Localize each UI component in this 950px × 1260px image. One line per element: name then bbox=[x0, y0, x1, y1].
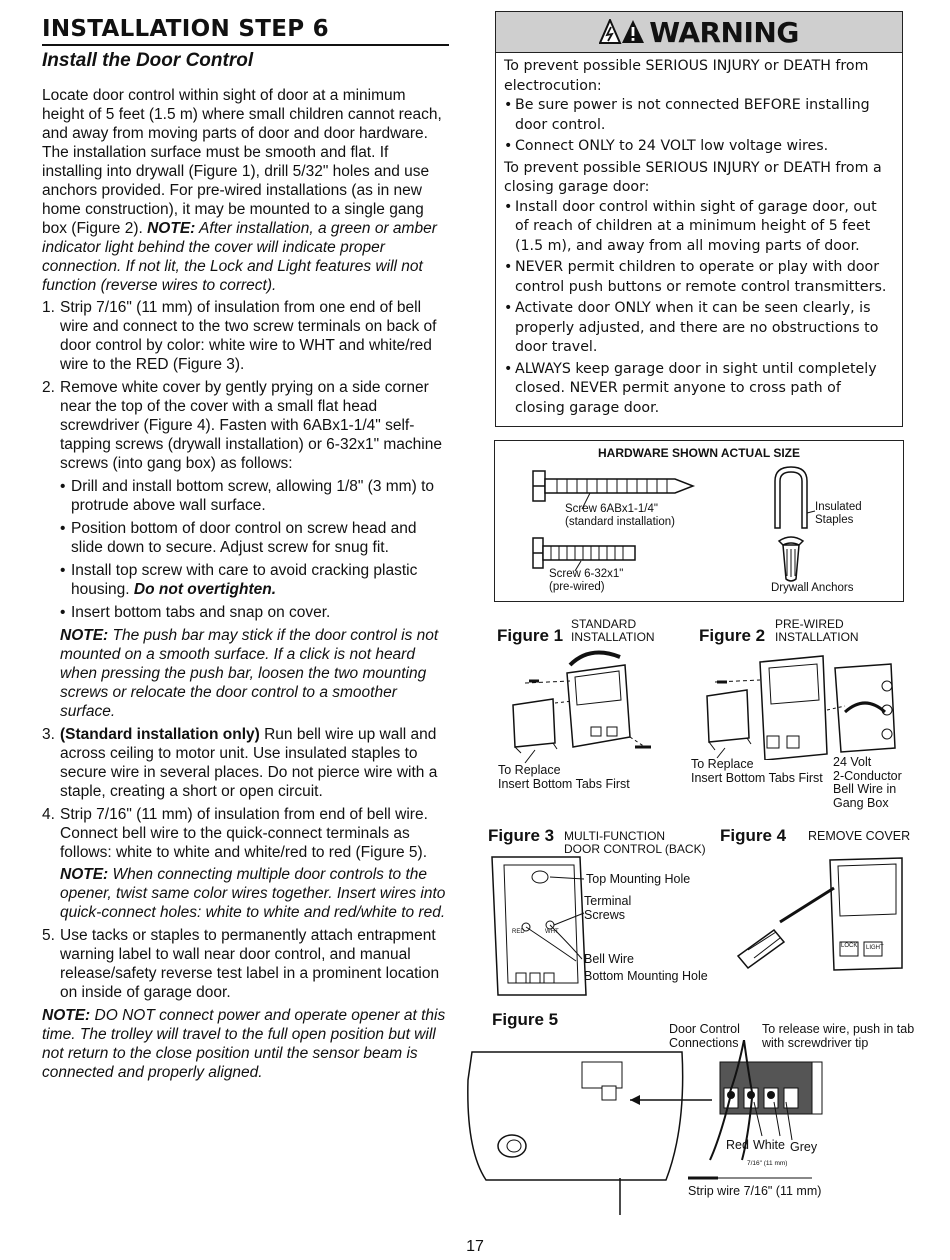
page-number: 17 bbox=[466, 1238, 484, 1255]
caption-line: DOOR CONTROL (BACK) bbox=[564, 842, 706, 856]
figure-1-label: Figure 1 bbox=[497, 626, 564, 645]
callout-line: Insert Bottom Tabs First bbox=[498, 776, 630, 791]
step-4 bbox=[42, 805, 452, 922]
list-item: • Position bottom of door control on screw head and slide down to secure. Adjust screw for snug fit. bbox=[60, 519, 452, 557]
bullet-emphasis: Do not overtighten. bbox=[133, 581, 276, 598]
step-4-note bbox=[60, 865, 452, 922]
top-mounting-hole-label: Top Mounting Hole bbox=[586, 872, 691, 886]
callout-line: 2-Conductor bbox=[833, 768, 902, 783]
note-label: NOTE: bbox=[60, 866, 109, 883]
instructions-column bbox=[42, 8, 452, 1082]
caption-line: INSTALLATION bbox=[571, 630, 655, 644]
step-emphasis: (Standard installation only) bbox=[60, 726, 260, 743]
note-label: NOTE: bbox=[42, 1007, 91, 1024]
release-wire-label bbox=[762, 1023, 914, 1050]
figure-4-illustration bbox=[730, 852, 910, 977]
list-item: • Be sure power is not connected BEFORE installing door control. bbox=[504, 96, 894, 135]
figure-1-illustration bbox=[495, 645, 695, 765]
note-text: The push bar may stick if the door control is not mounted on a smooth surface. If a click is not heard when pressing the push bar, loosen the two mounting screws or relocate the door control to a smoother surface. bbox=[60, 627, 439, 720]
staple-icon bbox=[775, 467, 807, 528]
caption-line: PRE-WIRED bbox=[775, 617, 844, 631]
caption-line: MULTI-FUNCTION bbox=[564, 829, 666, 843]
figure-1-callout bbox=[498, 764, 630, 791]
callout-line: To Replace bbox=[498, 763, 561, 777]
intro-paragraph bbox=[42, 86, 452, 295]
figure-3-label: Figure 3 bbox=[488, 826, 555, 845]
anchors-label: Drywall Anchors bbox=[771, 582, 854, 594]
screw-1-label bbox=[565, 503, 675, 529]
screw-short-icon bbox=[533, 538, 635, 568]
figure-5-illustration bbox=[462, 1040, 912, 1215]
warning-title: WARNING bbox=[649, 15, 799, 49]
step-text: Strip 7/16" (11 mm) of insulation from one end of bell wire and connect to the two screw terminals on back of door control by color: white wire to WHT and white/red wire to the RED (Figure 3). bbox=[60, 299, 437, 373]
strip-wire-label: Strip wire 7/16" (11 mm) bbox=[688, 1184, 822, 1198]
quick-connect-terminal bbox=[720, 1062, 822, 1114]
label-line: Screw 6-32x1" bbox=[549, 568, 624, 580]
list-item: • ALWAYS keep garage door in sight until completely closed. NEVER permit anyone to cross path of closing garage door. bbox=[504, 360, 894, 419]
warning-paragraph: To prevent possible SERIOUS INJURY or DEATH from electrocution: bbox=[504, 58, 869, 94]
terminal-label-wht: WHT bbox=[545, 929, 559, 935]
door-control-connections-label bbox=[669, 1023, 740, 1050]
figure-2-caption bbox=[775, 618, 859, 644]
warning-body bbox=[496, 53, 902, 418]
steps-list bbox=[42, 298, 452, 1002]
warning-paragraph: To prevent possible SERIOUS INJURY or DEATH from a closing garage door: bbox=[504, 159, 882, 195]
figure-5-label: Figure 5 bbox=[492, 1010, 559, 1029]
wire-white-label: White bbox=[753, 1138, 785, 1152]
list-item: • Connect ONLY to 24 VOLT low voltage wires. bbox=[504, 137, 894, 157]
step-number: 1. bbox=[42, 299, 55, 316]
warning-box bbox=[495, 11, 903, 427]
figure-3-caption bbox=[564, 830, 706, 856]
intro-note-text: After installation, a green or amber indicator light behind the cover will indicate proper connection. If not lit, the Lock and Light features will not function (reverse wires to correct). bbox=[42, 220, 437, 294]
callout-line: Terminal bbox=[584, 894, 632, 908]
step-5 bbox=[42, 926, 452, 1002]
step-2-bullets bbox=[60, 477, 452, 622]
step-number: 3. bbox=[42, 726, 55, 743]
opener-motor-unit bbox=[468, 1052, 683, 1215]
callout-line: To Replace bbox=[691, 757, 754, 771]
screwdriver-icon bbox=[738, 888, 834, 968]
list-item: • Install door control within sight of garage door, out of reach of children at a minimum height of 5 feet (1.5 m), and away from all moving parts of door. bbox=[504, 198, 894, 257]
figure-4-label: Figure 4 bbox=[720, 826, 787, 845]
terminal-screws-label bbox=[584, 895, 631, 922]
step-number: 5. bbox=[42, 927, 55, 944]
step-2 bbox=[42, 378, 452, 721]
label-line: (pre-wired) bbox=[549, 581, 605, 593]
page-title: INSTALLATION STEP 6 bbox=[42, 16, 449, 46]
electric-hazard-icon bbox=[600, 20, 620, 43]
warning-header bbox=[496, 12, 902, 53]
warning-list bbox=[504, 198, 894, 419]
wire-grey-label: Grey bbox=[790, 1140, 818, 1154]
label-line: Insulated bbox=[815, 501, 862, 513]
label-line: Screw 6ABx1-1/4" bbox=[565, 503, 658, 515]
alert-triangle-icon bbox=[622, 20, 644, 43]
callout-line: Connections bbox=[669, 1035, 739, 1050]
intro-note-label: NOTE: bbox=[147, 220, 196, 237]
terminal-label-red: RED bbox=[512, 929, 525, 935]
bell-wire-label: Bell Wire bbox=[584, 952, 635, 966]
label-line: (standard installation) bbox=[565, 516, 675, 528]
step-text: Use tacks or staples to permanently attach entrapment warning label to wall near door control, and manual release/safety reverse test label in a prominent location on inside of garage door. bbox=[60, 927, 440, 1001]
callout-line: To release wire, push in tab bbox=[762, 1022, 915, 1036]
note-label: NOTE: bbox=[60, 627, 109, 644]
step-2-note bbox=[60, 626, 452, 721]
list-item: • Activate door ONLY when it can be seen clearly, is properly adjusted, and there are no obstructions to door travel. bbox=[504, 299, 894, 358]
lock-label: LOCK bbox=[841, 943, 858, 949]
screw-long-icon bbox=[533, 471, 693, 501]
anchor-icon bbox=[779, 537, 803, 581]
step-3 bbox=[42, 725, 452, 801]
step-text: Remove white cover by gently prying on a side corner near the top of the cover with a small flat head screwdriver (Figure 4). Fasten with 6ABx1-1/4" self-tapping screws (drywall installation) or 6-32x1" machine screws (into gang box) as follows: bbox=[60, 379, 442, 472]
callout-line: Screws bbox=[584, 907, 625, 922]
light-label: LIGHT bbox=[866, 945, 884, 951]
wire-red-label: Red bbox=[726, 1138, 749, 1152]
step-number: 2. bbox=[42, 379, 55, 396]
note-text: When connecting multiple door controls to the opener, twist same color wires together. Insert wires into quick-connect holes: white to white and red/white to red. bbox=[60, 866, 446, 921]
figure-3-illustration bbox=[488, 855, 598, 1000]
figure-2-illustration bbox=[695, 650, 910, 760]
callout-line: Gang Box bbox=[833, 795, 889, 810]
hardware-box bbox=[494, 440, 904, 602]
figure-4-caption: REMOVE COVER bbox=[808, 829, 911, 843]
screw-2-label bbox=[549, 568, 623, 594]
intro-text: Locate door control within sight of door at a minimum height of 5 feet (1.5 m) where small children cannot reach, and away from moving parts of door and door hardware. The installation surface must be smooth and flat. If installing into drywall (Figure 1), drill 5/32" holes and use anchors provided. For pre-wired installations (as in new home construction), it may be mounted to a single gang box (Figure 2). bbox=[42, 87, 442, 237]
figure-2-callout-wire bbox=[833, 756, 902, 810]
step-number: 4. bbox=[42, 806, 55, 823]
measure-label: 7/16" (11 mm) bbox=[747, 1160, 788, 1167]
bullet-text: Install top screw with care to avoid cracking plastic housing. bbox=[71, 562, 418, 598]
figure-2-callout bbox=[691, 758, 823, 785]
callout-line: Door Control bbox=[669, 1022, 740, 1036]
callout-line: 24 Volt bbox=[833, 755, 872, 769]
staples-label bbox=[815, 501, 862, 527]
final-note bbox=[42, 1006, 452, 1082]
callout-line: Insert Bottom Tabs First bbox=[691, 770, 823, 785]
figure-2-label: Figure 2 bbox=[699, 626, 766, 645]
list-item: • Insert bottom tabs and snap on cover. bbox=[60, 603, 452, 622]
callout-line: Bell Wire in bbox=[833, 782, 897, 796]
bottom-mounting-hole-label: Bottom Mounting Hole bbox=[584, 969, 708, 983]
step-text: Run bell wire up wall and across ceiling to motor unit. Use insulated staples to secure wire in several places. Do not pierce wire with a staple, creating a short or open circuit. bbox=[60, 726, 438, 800]
hardware-title: HARDWARE SHOWN ACTUAL SIZE bbox=[598, 446, 800, 460]
label-line: Staples bbox=[815, 514, 854, 526]
step-text: Strip 7/16" (11 mm) of insulation from end of bell wire. Connect bell wire to the quick-connect terminals as follows: white to white and white/red to red (Figure 5). bbox=[60, 806, 428, 861]
caption-line: INSTALLATION bbox=[775, 630, 859, 644]
warning-list bbox=[504, 96, 894, 157]
step-1 bbox=[42, 298, 452, 374]
note-text: DO NOT connect power and operate opener at this time. The trolley will travel to the full open position but will not return to the close position until the sensor beam is connected and properly aligned. bbox=[42, 1007, 446, 1081]
figure-1-caption bbox=[571, 618, 655, 644]
callout-line: with screwdriver tip bbox=[762, 1035, 869, 1050]
list-item: • Drill and install bottom screw, allowing 1/8" (3 mm) to protrude above wall surface. bbox=[60, 477, 452, 515]
list-item: • NEVER permit children to operate or play with door control push buttons or remote control transmitters. bbox=[504, 258, 894, 297]
warning-icons bbox=[599, 19, 645, 45]
caption-line: STANDARD bbox=[571, 617, 637, 631]
list-item bbox=[60, 561, 452, 599]
page-subtitle: Install the Door Control bbox=[42, 50, 254, 71]
